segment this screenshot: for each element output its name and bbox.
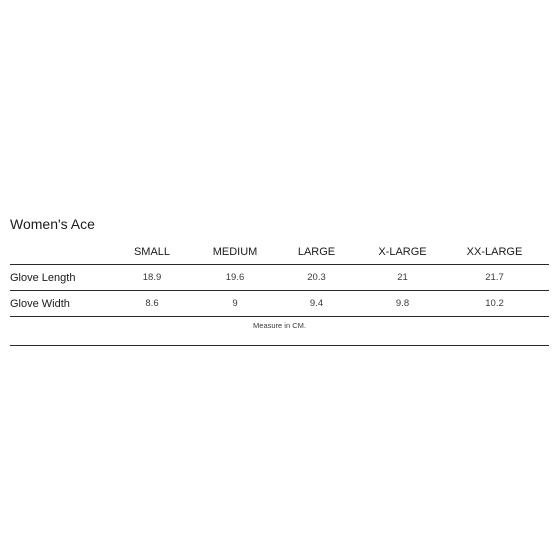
- row-label: Glove Width: [10, 291, 102, 317]
- header-large: LARGE: [268, 239, 365, 265]
- table-cell: 10.2: [440, 291, 549, 317]
- table-cell: 9.4: [268, 291, 365, 317]
- table-cell: 8.6: [102, 291, 202, 317]
- header-medium: MEDIUM: [202, 239, 268, 265]
- table-cell: 21.7: [440, 265, 549, 291]
- table-header-row: [10, 239, 549, 265]
- header-empty-cell: [10, 239, 102, 265]
- table-cell: 9: [202, 291, 268, 317]
- header-small: SMALL: [102, 239, 202, 265]
- measurement-note: Measure in CM.: [10, 317, 549, 346]
- table-cell: 21: [365, 265, 440, 291]
- size-chart: [10, 214, 549, 346]
- table-cell: 20.3: [268, 265, 365, 291]
- size-chart-title: Women's Ace: [10, 216, 95, 232]
- header-xx-large: XX-LARGE: [440, 239, 549, 265]
- row-label: Glove Length: [10, 265, 102, 291]
- header-x-large: X-LARGE: [365, 239, 440, 265]
- size-table: [10, 239, 549, 346]
- table-row-glove-width: [10, 291, 549, 317]
- table-row-glove-length: [10, 265, 549, 291]
- table-cell: 19.6: [202, 265, 268, 291]
- table-note-row: [10, 317, 549, 346]
- table-cell: 9.8: [365, 291, 440, 317]
- table-cell: 18.9: [102, 265, 202, 291]
